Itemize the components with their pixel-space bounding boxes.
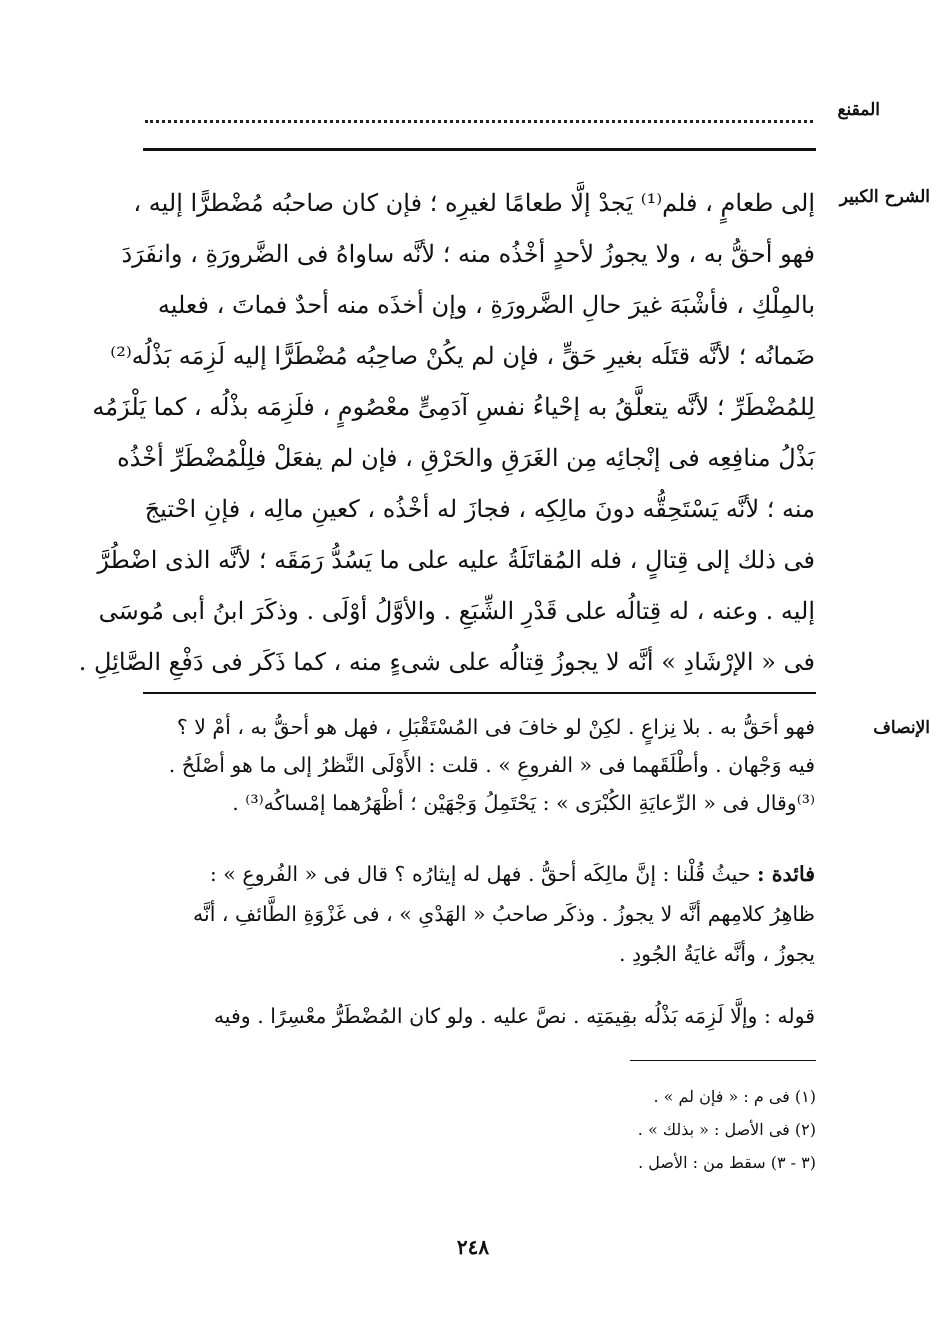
sharh-line: إليه . وعنه ، له قِتالُه على قَدْرِ الشِّبَعِ . والأوَّلُ أوْلَى . وذكَرَ ابنُ أبى مُوسَى: [98, 597, 815, 625]
qawl-line: قوله : وإلَّا لَزِمَه بَذْلُه بقِيمَتِه . نصَّ عليه . ولو كان المُضْطَرُّ معْسِرًا . وفيه: [213, 1004, 815, 1028]
qawl-text-block: [130, 996, 815, 1036]
sharh-line: إلى طعامٍ ، فلم⁽¹⁾ يَجدْ إلَّا طعامًا لغيرِه ؛ فإن كان صاحبُه مُضْطرًّا إليه ،: [133, 189, 815, 217]
insaf-line: ⁽³⁾وقال فى « الرِّعايَةِ الكُبْرَى » : يَحْتَمِلُ وَجْهَيْن ؛ أظْهَرُهما إمْساكُه⁽³⁾ .: [232, 791, 815, 815]
section-divider: [143, 692, 816, 694]
sharh-line: منه ؛ لأنَّه يَسْتَحِقُّه دونَ مالِكِه ، فجازَ له أخْذُه ، كعينِ مالِه ، فإنِ احْتيجَ: [144, 495, 815, 523]
insaf-line: فهو أحَقُّ به . بلا نِزاعٍ . لكِنْ لو خافَ فى المُسْتَقْبَلِ ، فهل هو أحقُّ به ، أمْ لا ؟: [176, 715, 815, 739]
sharh-line: فى ذلك إلى قِتالٍ ، فله المُقاتَلَةُ عليه على ما يَسُدُّ رَمَقَه ؛ لأنَّه الذى اضْطُرَّ: [97, 546, 815, 574]
sharh-line: فى « الإرْشَادِ » أنَّه لا يجوزُ قِتالُه على شىءٍ منه ، كما ذَكَر فى دَفْعِ الصَّائِلِ .: [78, 648, 815, 676]
faida-line: ظاهِرُ كلامِهم أنَّه لا يجوزُ . وذكَر صاحبُ « الهَدْىِ » ، فى غَزْوَةِ الطَّائفِ ، أنَّه: [193, 902, 815, 926]
section-label-insaf: الإنصاف: [873, 718, 930, 738]
page-number: ٢٤٨: [456, 1235, 490, 1259]
sharh-line: بالمِلْكِ ، فأشْبَهَ غيرَ حالِ الضَّرورَةِ ، وإن أخذَه منه أحدٌ فماتَ ، فعليه: [157, 291, 815, 319]
footnote: (٣ - ٣) سقط من : الأصل .: [638, 1153, 816, 1172]
footnote: (١) فى م : « فإن لم » .: [653, 1087, 816, 1106]
insaf-line: فيه وَجْهان . وأطْلَقَهما فى « الفروعِ » . قلت : الأَوْلَى النَّظرُ إلى ما هو أصْلَحُ .: [168, 753, 815, 777]
sharh-line: بَذْلُ منافِعِه فى إنْجائِه مِن الغَرَقِ والحَرْقِ ، فإن لم يفعَلْ فلِلْمُضْطَرِّ أخْذُه: [117, 444, 815, 472]
section-label-sharh: الشرح الكبير: [839, 187, 930, 207]
header-dotted-line: [145, 120, 813, 123]
faida-first-line: [130, 854, 815, 894]
sharh-line: فهو أحقُّ به ، ولا يجوزُ لأحدٍ أخْذُه منه ؛ لأنَّه ساواهُ فى الضَّرورَةِ ، وانفَرَدَ: [121, 240, 815, 268]
faida-label: فائدة :: [757, 862, 815, 886]
footnote-separator: [630, 1060, 816, 1061]
faida-first-line-text: حيثُ قُلْنا : إنَّ مالِكَه أحقُّ . فهل له إيثارُه ؟ قال فى « الفُروعِ » :: [209, 862, 758, 886]
sharh-line: لِلمُضْطَرِّ ؛ لأنَّه يتعلَّقُ به إحْياءُ نفسِ آدَمِىٍّ معْصُومٍ ، فلَزِمَه بذْلُه ، كما يَلْزَمُه: [92, 393, 815, 421]
book-title-header: المقنع: [837, 100, 880, 120]
faida-text-block: [130, 854, 815, 974]
footnote: (٢) فى الأصل : « بذلك » .: [637, 1120, 816, 1139]
insaf-text-block: [130, 708, 815, 822]
sharh-text-block: [78, 178, 815, 688]
header-rule: [143, 148, 816, 151]
sharh-line: ضَمانُه ؛ لأنَّه قتَلَه بغيرِ حَقٍّ ، فإن لم يكُنْ صاحِبُه مُضْطَرًّا إليه لَزِمَه بَذْلُه⁽²⁾: [110, 342, 815, 370]
footnotes: [430, 1080, 816, 1179]
faida-line: يجوزُ ، وأنَّه غايَةُ الجُودِ .: [619, 942, 815, 966]
